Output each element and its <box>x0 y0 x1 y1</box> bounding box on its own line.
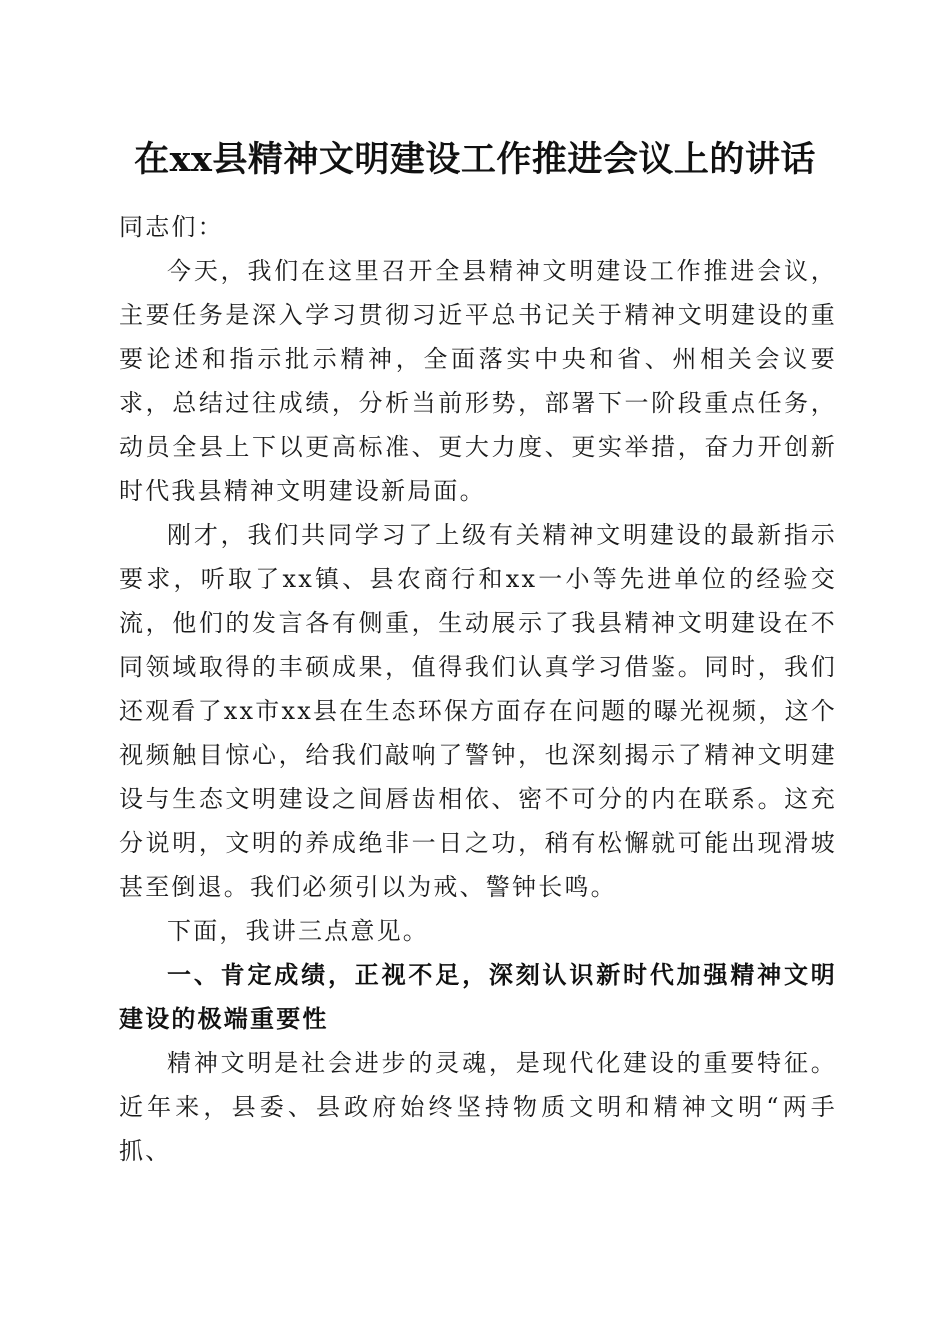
section-heading-1: 一、肯定成绩，正视不足，深刻认识新时代加强精神文明建设的极端重要性 <box>119 961 837 1033</box>
paragraph-review: 刚才，我们共同学习了上级有关精神文明建设的最新指示要求，听取了xx镇、县农商行和xx一小等先进单位的经验交流，他们的发言各有侧重，生动展示了我县精神文明建设在不同领域取得的丰硕成果，值得我们认真学习借鉴。同时，我们还观看了xx市xx县在生态环保方面存在问题的曝光视频，这个视频触目惊心，给我们敲响了警钟，也深刻揭示了精神文明建设与生态文明建设之间唇齿相依、密不可分的内在联系。这充分说明，文明的养成绝非一日之功，稍有松懈就可能出现滑坡甚至倒退。我们必须引以为戒、警钟长鸣。 <box>119 521 837 901</box>
paragraph-transition: 下面，我讲三点意见。 <box>167 917 429 945</box>
salutation: 同志们： <box>119 213 224 241</box>
document-title: 在xx县精神文明建设工作推进会议上的讲话 <box>134 139 816 180</box>
paragraph-opening: 今天，我们在这里召开全县精神文明建设工作推进会议，主要任务是深入学习贯彻习近平总书记关于精神文明建设的重要论述和指示批示精神，全面落实中央和省、州相关会议要求，总结过往成绩，分析当前形势，部署下一阶段重点任务，动员全县上下以更高标准、更大力度、更实举措，奋力开创新时代我县精神文明建设新局面。 <box>119 257 837 505</box>
paragraph-section-1: 精神文明是社会进步的灵魂，是现代化建设的重要特征。近年来，县委、县政府始终坚持物质文明和精神文明“两手抓、 <box>119 1049 837 1165</box>
document-body <box>119 205 837 1173</box>
